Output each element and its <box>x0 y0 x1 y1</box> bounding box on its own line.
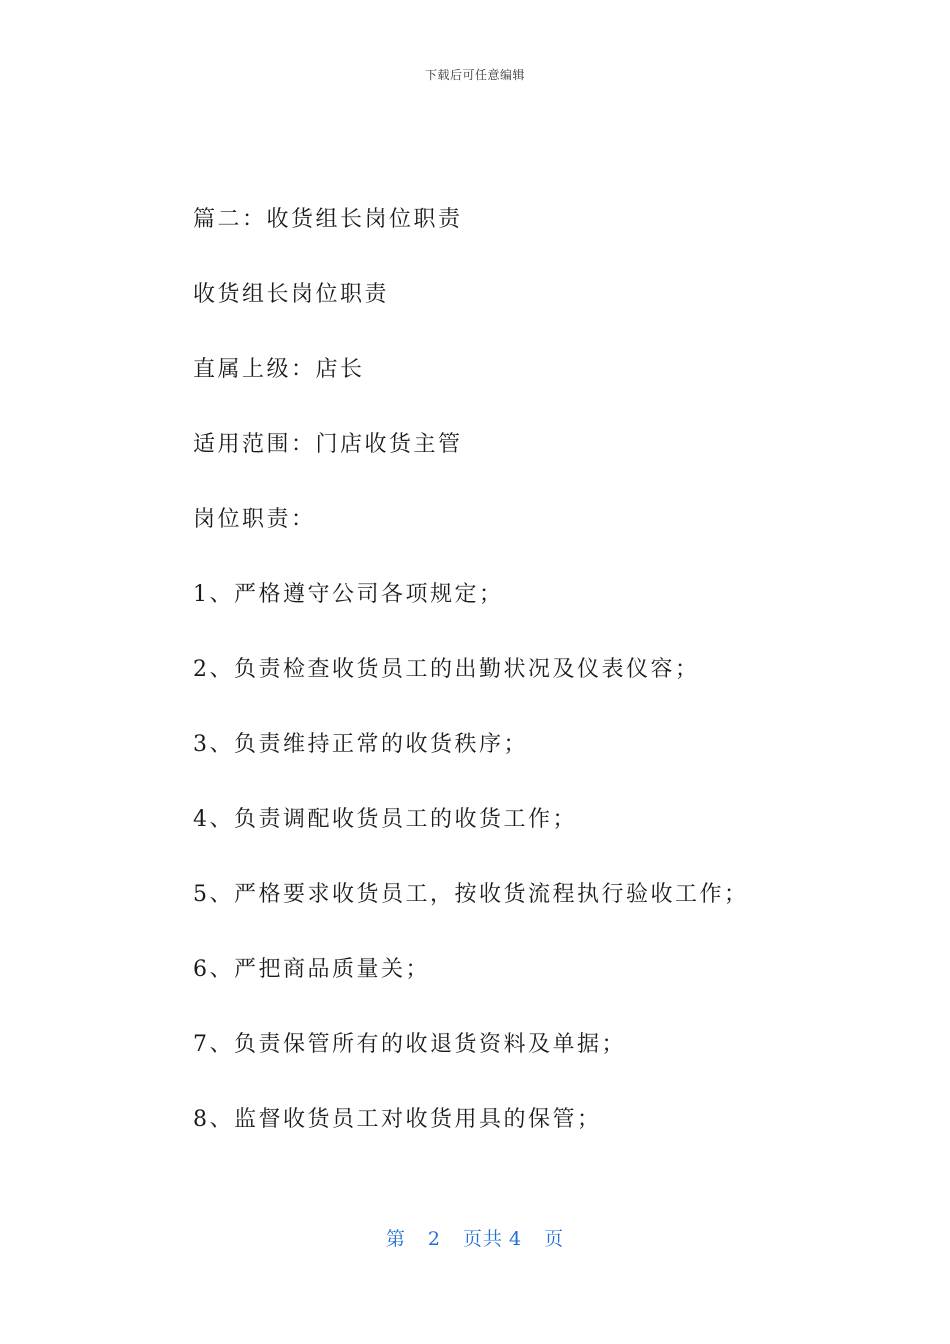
duty-item-1: 1、严格遵守公司各项规定； <box>193 582 504 607</box>
duty-item-7: 7、负责保管所有的收退货资料及单据； <box>193 1032 626 1057</box>
scope-line: 适用范围：门店收货主管 <box>193 432 463 457</box>
footer-prefix: 第 <box>385 1228 406 1250</box>
section-heading: 篇二：收货组长岗位职责 <box>193 207 463 232</box>
header-note: 下载后可任意编辑 <box>424 68 525 82</box>
document-body <box>193 196 833 1171</box>
total-pages-number: 4 <box>509 1228 523 1250</box>
current-page-number: 2 <box>427 1228 441 1250</box>
duty-item-4: 4、负责调配收货员工的收货工作； <box>193 807 577 832</box>
duty-item-2: 2、负责检查收货员工的出勤状况及仪表仪容； <box>193 657 700 682</box>
duty-item-3: 3、负责维持正常的收货秩序； <box>193 732 528 757</box>
duty-item-5: 5、严格要求收货员工，按收货流程执行验收工作； <box>193 882 749 907</box>
document-title: 收货组长岗位职责 <box>193 282 390 307</box>
duty-item-6: 6、严把商品质量关； <box>193 957 430 982</box>
direct-superior-line: 直属上级：店长 <box>193 357 365 382</box>
footer-middle: 页共 <box>462 1228 503 1250</box>
page-footer <box>0 1224 950 1251</box>
footer-suffix: 页 <box>544 1228 565 1250</box>
duty-item-8: 8、监督收货员工对收货用具的保管； <box>193 1107 602 1132</box>
duties-heading: 岗位职责： <box>193 507 316 532</box>
